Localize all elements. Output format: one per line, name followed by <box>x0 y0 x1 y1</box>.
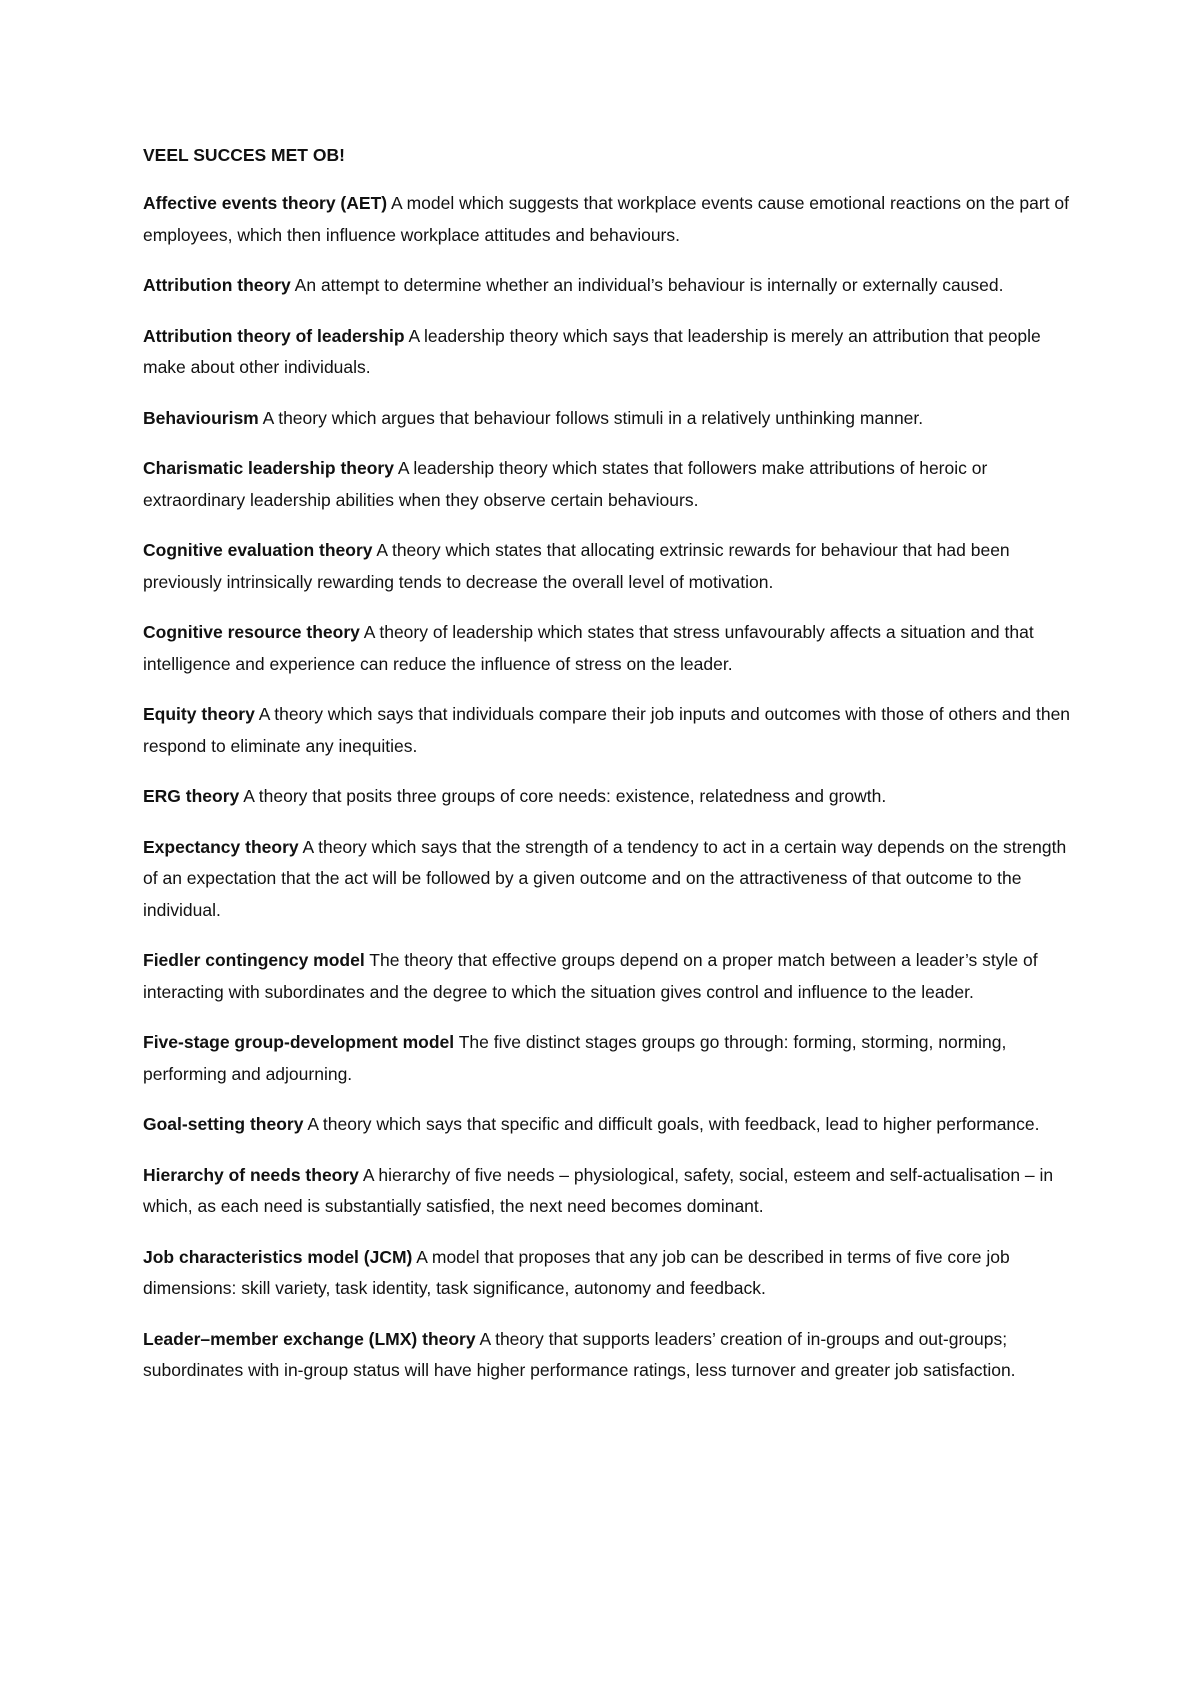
entry-term: Job characteristics model (JCM) <box>143 1246 413 1267</box>
glossary-entry <box>143 403 1083 435</box>
entry-definition: A theory of leadership which states that stress unfavourably affects a situation and that intelligence and experience can reduce the influence of stress on the leader. <box>143 622 1034 674</box>
entry-definition: A leadership theory which says that leadership is merely an attribution that people make about other individuals. <box>143 325 1041 377</box>
glossary-entry <box>143 453 1083 516</box>
entry-definition: A model which suggests that workplace events cause emotional reactions on the part of employees, which then influence workplace attitudes and behaviours. <box>143 193 1070 245</box>
entry-term: Five-stage group-development model <box>143 1032 455 1052</box>
entry-definition: An attempt to determine whether an individual’s behaviour is internally or externally caused. <box>294 275 1004 295</box>
entry-term: Attribution theory <box>143 275 291 295</box>
entry-term: Cognitive resource theory <box>143 622 360 642</box>
entry-term: Charismatic leadership theory <box>143 458 394 478</box>
entry-term: Goal-setting theory <box>143 1114 304 1134</box>
entry-definition: The theory that effective groups depend on a proper match between a leader’s style of interacting with subordinates and the degree to which the situation gives control and influence to the leader. <box>143 950 1038 1002</box>
entry-definition: A model that proposes that any job can be described in terms of five core job dimensions: skill variety, task identity, task significance, autonomy and feedback. <box>143 1246 1010 1298</box>
entry-definition: A theory which states that allocating extrinsic rewards for behaviour that had been previously intrinsically rewarding tends to decrease the overall level of motivation. <box>143 540 1010 592</box>
entry-term: Cognitive evaluation theory <box>143 540 373 560</box>
entry-definition: A theory which argues that behaviour follows stimuli in a relatively unthinking manner. <box>262 407 924 428</box>
entry-term: Hierarchy of needs theory <box>143 1164 359 1185</box>
glossary-entry <box>143 1324 1083 1387</box>
glossary-entry <box>143 1109 1083 1141</box>
entry-definition: The five distinct stages groups go through: forming, storming, norming, performing and adjourning. <box>143 1032 1007 1084</box>
glossary-entry <box>143 535 1083 598</box>
glossary-entry <box>143 699 1083 762</box>
entry-definition: A theory which says that the strength of a tendency to act in a certain way depends on the strength of an expectation that the act will be followed by a given outcome and on the attractiveness of that outcome to the individual. <box>143 836 1067 920</box>
entry-term: Expectancy theory <box>143 836 299 857</box>
entry-term: Affective events theory (AET) <box>143 193 388 213</box>
entry-definition: A theory which says that specific and difficult goals, with feedback, lead to higher performance. <box>307 1114 1040 1134</box>
document-title: VEEL SUCCES MET OB! <box>143 145 345 165</box>
glossary-entry <box>143 1242 1083 1305</box>
entry-term: Equity theory <box>143 704 255 724</box>
glossary-entry <box>143 188 1083 251</box>
glossary-entry <box>143 617 1083 680</box>
entry-term: Behaviourism <box>143 407 259 428</box>
entry-term: ERG theory <box>143 786 240 806</box>
entry-term: Attribution theory of leadership <box>143 325 405 346</box>
document-page <box>143 140 1083 1406</box>
glossary-entry <box>143 321 1083 384</box>
entry-definition: A theory that posits three groups of core needs: existence, relatedness and growth. <box>243 786 887 806</box>
glossary-entry <box>143 832 1083 927</box>
glossary-entry <box>143 945 1083 1008</box>
entry-definition: A theory which says that individuals compare their job inputs and outcomes with those of others and then respond to eliminate any inequities. <box>143 704 1071 756</box>
entry-term: Leader–member exchange (LMX) theory <box>143 1328 476 1349</box>
entry-definition: A leadership theory which states that followers make attributions of heroic or extraordinary leadership abilities when they observe certain behaviours. <box>143 458 988 510</box>
glossary-entry <box>143 1027 1083 1090</box>
glossary-entry <box>143 1160 1083 1223</box>
glossary-entry <box>143 781 1083 813</box>
entry-definition: A theory that supports leaders’ creation of in-groups and out-groups; subordinates with in-group status will have higher performance ratings, less turnover and greater job satisfaction. <box>143 1328 1016 1380</box>
entry-term: Fiedler contingency model <box>143 950 365 970</box>
entry-definition: A hierarchy of five needs – physiological, safety, social, esteem and self-actualisation – in which, as each need is substantially satisfied, the next need becomes dominant. <box>143 1164 1054 1216</box>
glossary-entry <box>143 270 1083 302</box>
